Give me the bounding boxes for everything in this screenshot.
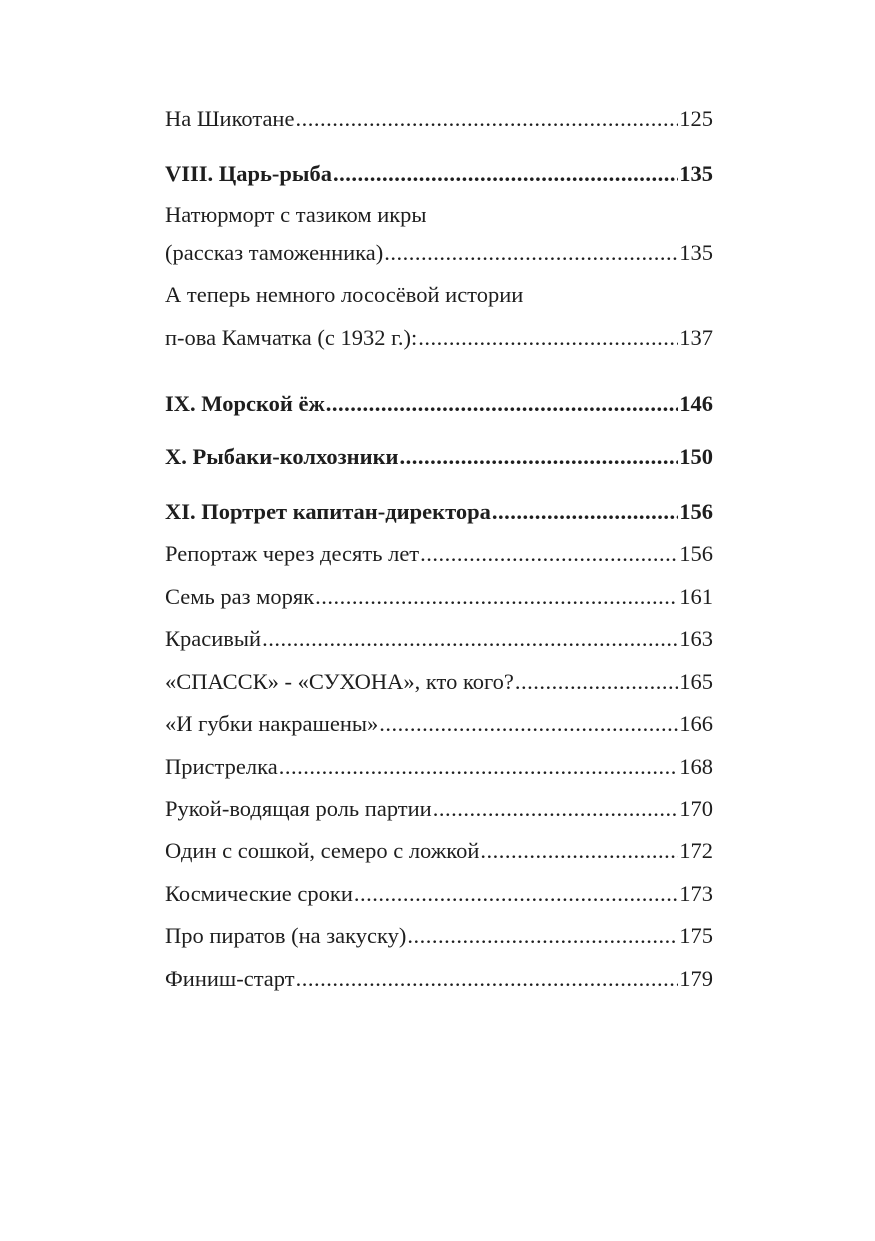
dot-leader: [492, 497, 678, 527]
dot-leader: [400, 442, 679, 472]
dot-leader: [295, 104, 678, 134]
toc-entry-title-line1: Натюрморт с тазиком икры: [165, 202, 427, 227]
toc-entry[interactable]: [165, 964, 713, 994]
dot-leader: [418, 323, 678, 353]
dot-leader: [296, 964, 679, 994]
dot-leader: [420, 539, 678, 569]
toc-entry-page: 156: [679, 499, 713, 524]
toc-chapter-title: VIII. Царь-рыба: [165, 161, 333, 186]
dot-leader: [326, 389, 678, 419]
toc-entry-page: 173: [679, 881, 713, 906]
toc-entry-page: 161: [679, 584, 713, 609]
toc-entry-title: Про пиратов (на закуску): [165, 923, 407, 948]
toc-entry-title: Финиш-старт: [165, 966, 295, 991]
dot-leader: [379, 709, 678, 739]
toc-entry-page: 163: [679, 626, 713, 651]
toc-entry[interactable]: [165, 921, 713, 951]
toc-entry[interactable]: [165, 582, 713, 612]
toc-entry-page: 150: [679, 444, 713, 469]
toc-chapter-entry[interactable]: [165, 389, 713, 419]
toc-entry-title: На Шикотане: [165, 106, 295, 131]
toc-entry[interactable]: [165, 667, 713, 697]
toc-chapter-entry[interactable]: [165, 159, 713, 189]
toc-chapter-entry[interactable]: [165, 442, 713, 472]
toc-entry[interactable]: [165, 323, 713, 353]
toc-entry-page: 175: [679, 923, 713, 948]
toc-entry-title-line1: А теперь немного лососёвой истории: [165, 282, 524, 307]
toc-entry[interactable]: [165, 539, 713, 569]
toc-entry-title: Пристрелка: [165, 754, 278, 779]
toc-entry-page: 170: [679, 796, 713, 821]
toc-entry-page: 172: [679, 838, 713, 863]
toc-entry[interactable]: [165, 794, 713, 824]
toc-entry-page: 179: [679, 966, 713, 991]
toc-entry[interactable]: [165, 624, 713, 654]
toc-entry-page: 166: [679, 711, 713, 736]
toc-entry[interactable]: [165, 238, 713, 268]
dot-leader: [262, 624, 678, 654]
toc-entry-title: Репортаж через десять лет: [165, 541, 420, 566]
toc-entry[interactable]: [165, 879, 713, 909]
toc-entry-page: 168: [679, 754, 713, 779]
toc-entry-page: 125: [679, 106, 713, 131]
toc-chapter-title: XI. Портрет капитан-директора: [165, 499, 491, 524]
toc-entry-page: 137: [679, 325, 713, 350]
toc-entry-title: Космические сроки: [165, 881, 353, 906]
toc-entry-title: Рукой-водящая роль партии: [165, 796, 432, 821]
toc-entry-title: «СПАССК» - «СУХОНА», кто кого?: [165, 669, 514, 694]
dot-leader: [315, 582, 678, 612]
toc-entry[interactable]: [165, 104, 713, 134]
dot-leader: [407, 921, 678, 951]
toc-entry-title: п-ова Камчатка (с 1932 г.):: [165, 325, 418, 350]
toc-entry-page: 135: [679, 161, 713, 186]
toc-entry[interactable]: [165, 709, 713, 739]
toc-entry[interactable]: [165, 836, 713, 866]
toc-entry-title: (рассказ таможенника): [165, 240, 384, 265]
dot-leader: [515, 667, 678, 697]
toc-entry-title: Красивый: [165, 626, 262, 651]
dot-leader: [279, 752, 679, 782]
dot-leader: [384, 238, 678, 268]
toc-entry-page: 146: [679, 391, 713, 416]
toc-entry-page: 135: [679, 240, 713, 265]
toc-entry-title: Один с сошкой, семеро с ложкой: [165, 838, 480, 863]
toc-entry-page: 165: [679, 669, 713, 694]
dot-leader: [480, 836, 678, 866]
toc-entry-title: Семь раз моряк: [165, 584, 315, 609]
dot-leader: [354, 879, 678, 909]
toc-entry-title: «И губки накрашены»: [165, 711, 379, 736]
dot-leader: [433, 794, 679, 824]
toc-entry-page: 156: [679, 541, 713, 566]
toc-chapter-title: IX. Морской ёж: [165, 391, 325, 416]
dot-leader: [333, 159, 678, 189]
toc-entry[interactable]: [165, 752, 713, 782]
toc-chapter-entry[interactable]: [165, 497, 713, 527]
toc-chapter-title: X. Рыбаки-колхозники: [165, 444, 399, 469]
